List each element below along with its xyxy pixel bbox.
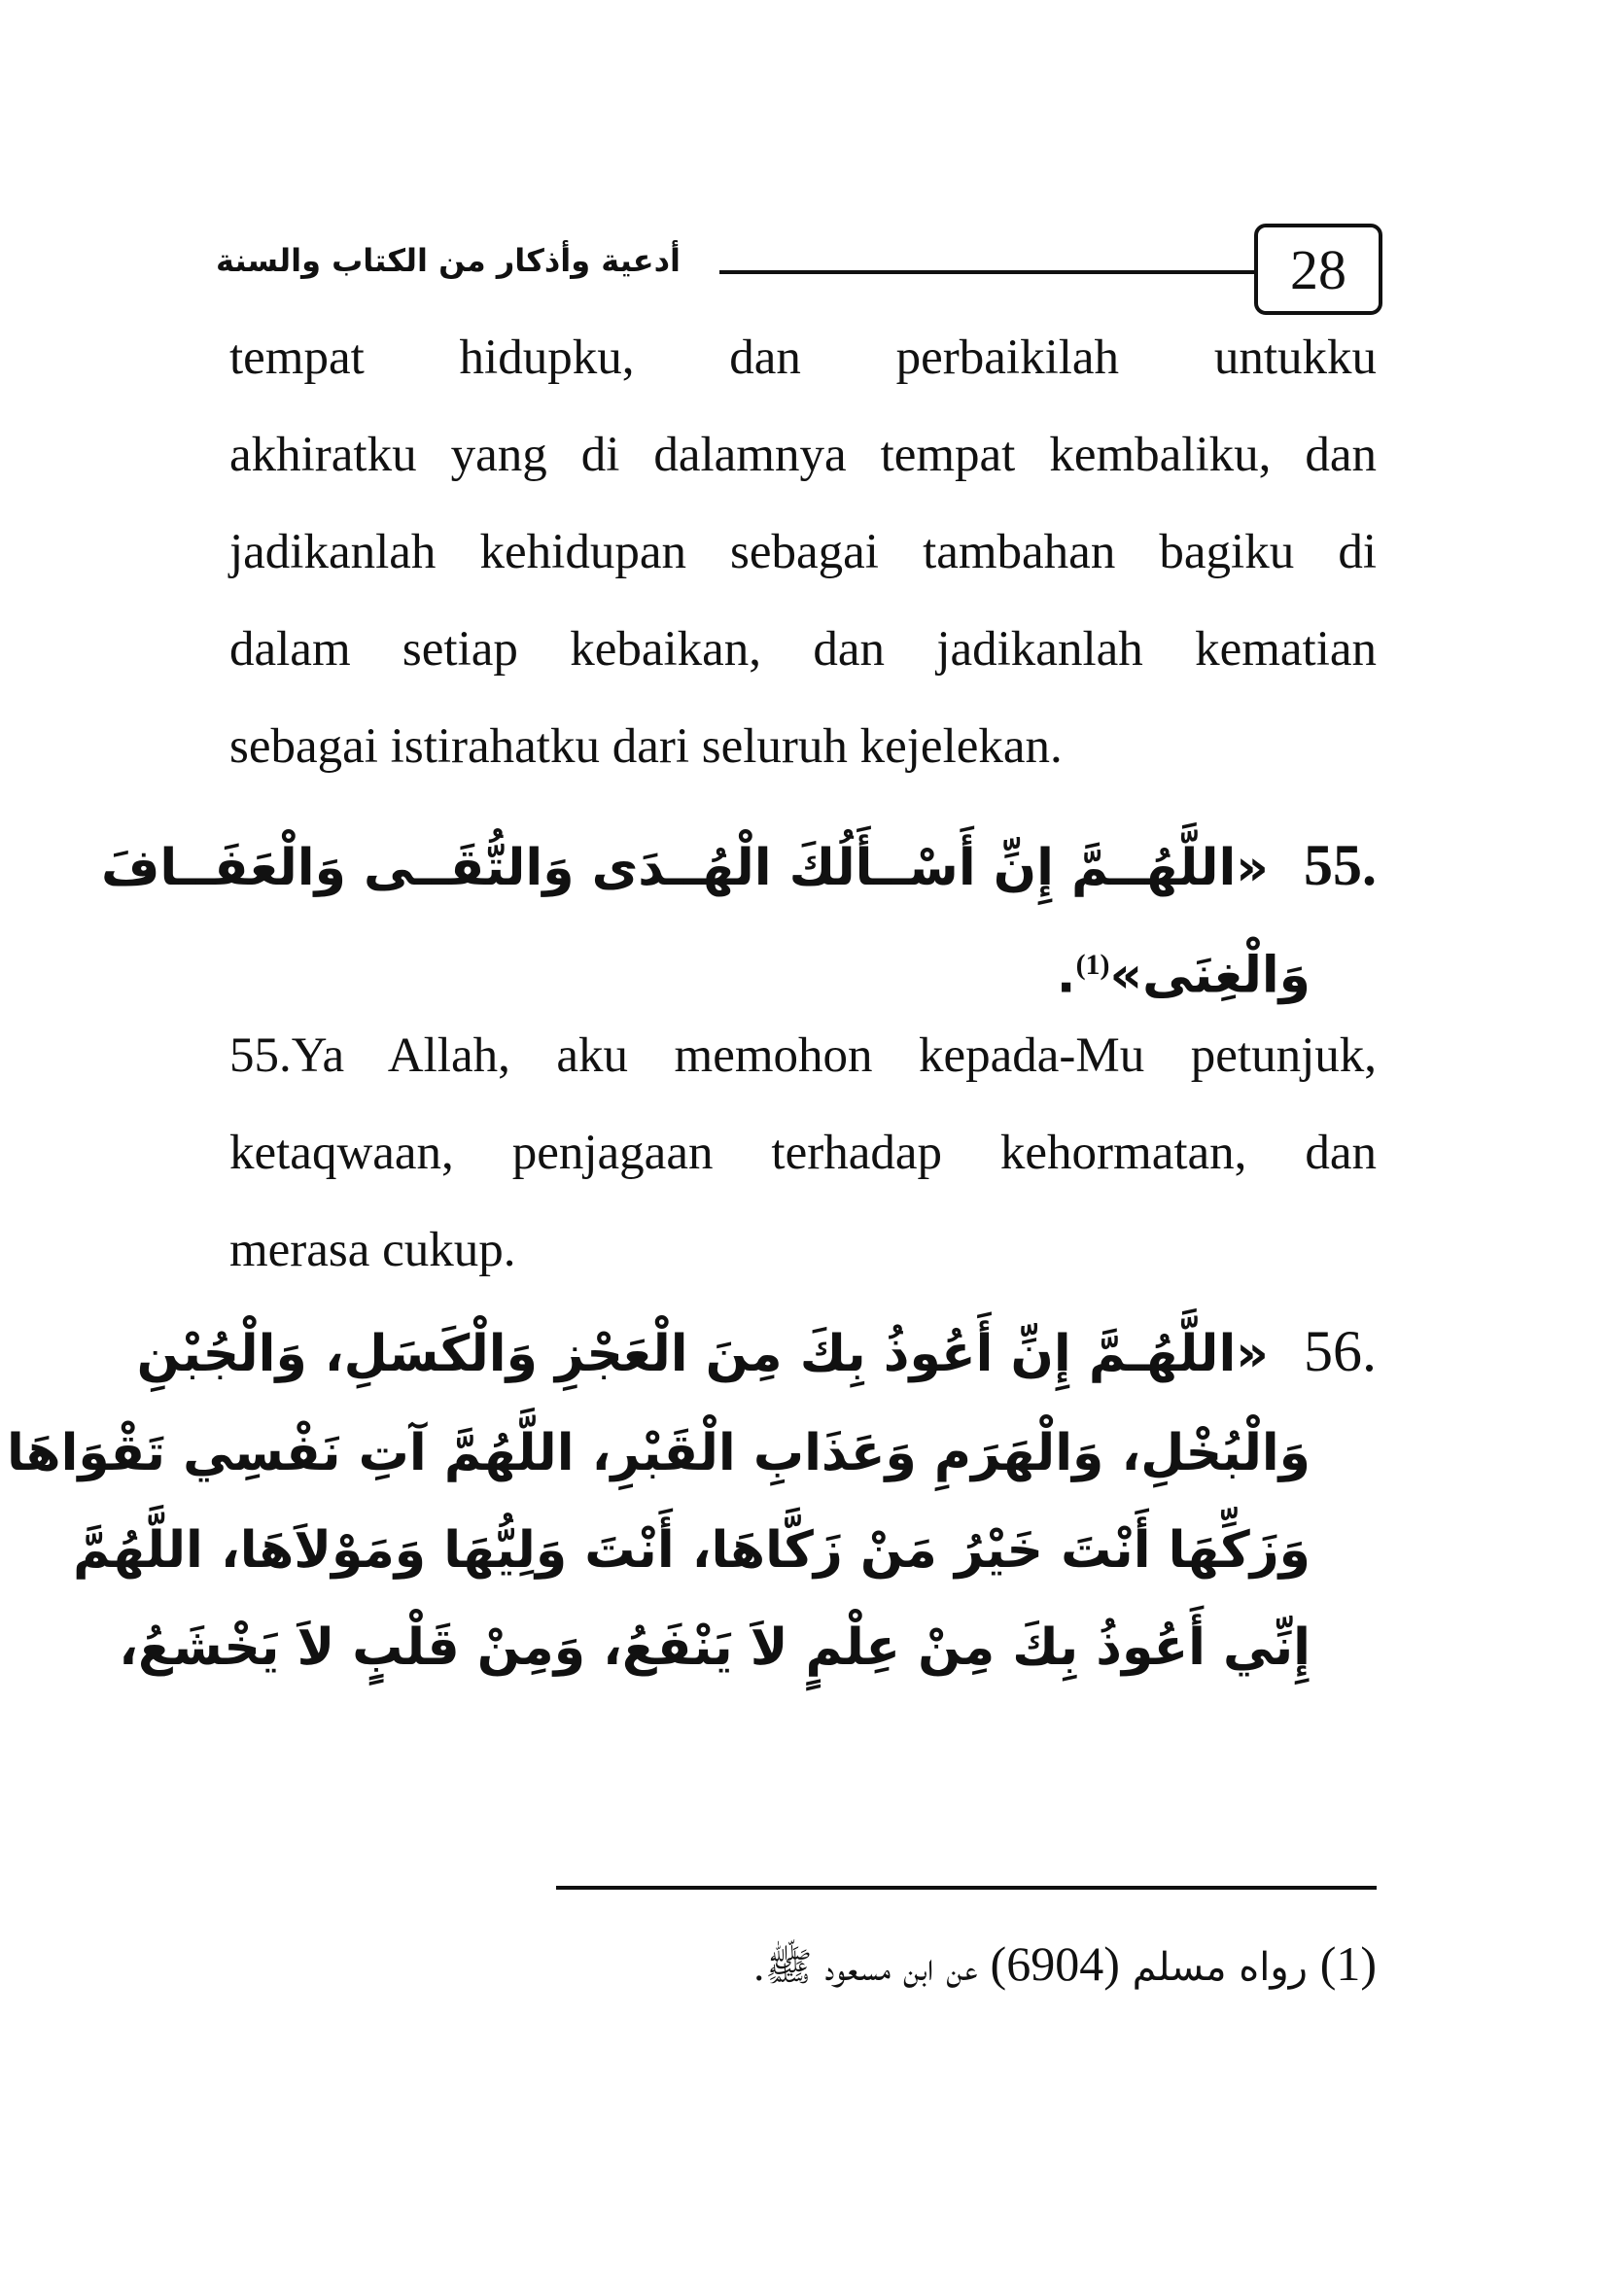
dua-55-line-end: . — [1056, 946, 1076, 1005]
footnote-hadith-number: (6904) — [990, 1936, 1120, 1991]
footnote-reference: (1) — [1075, 949, 1110, 981]
intro-paragraph — [229, 309, 1377, 795]
intro-line: sebagai istirahatku dari seluruh kejelekan. — [229, 719, 1063, 774]
footnote-text: رواه مسلم — [1132, 1945, 1308, 1990]
intro-line: jadikanlah kehidupan sebagai tambahan bagiku di — [229, 525, 1377, 579]
dua-56-number: 56. — [1304, 1319, 1377, 1383]
dua-56-arabic-line: وَالْبُخْلِ، وَالْهَرَمِ وَعَذَابِ الْقَبْرِ، اللَّهُمَّ آتِ نَفْسِي تَقْوَاهَا — [7, 1424, 1311, 1482]
dua-55-arabic-text: «اللَّهُــمَّ إِنِّ أَسْــأَلُكَ الْهُــدَى وَالتُّقَــى وَالْعَفَــافَ — [101, 839, 1269, 897]
page-number: 28 — [1254, 224, 1382, 315]
intro-line: akhiratku yang di dalamnya tempat kembaliku, dan — [229, 428, 1377, 482]
dua-56-arabic-text: «اللَّهُـمَّ إِنِّ أَعُوذُ بِكَ مِنَ الْعَجْزِ وَالْكَسَلِ، وَالْجُبْنِ — [136, 1325, 1269, 1383]
footnote-source: عن ابن مسعود ﷺ. — [752, 1945, 978, 1990]
footnote-marker: (1) — [1319, 1936, 1377, 1991]
dua-55-number: 55. — [1304, 833, 1377, 897]
translation-line: ketaqwaan, penjagaan terhadap kehormatan, dan — [229, 1126, 1377, 1180]
dua-56-arabic-line: إِنِّي أَعُوذُ بِكَ مِنْ عِلْمٍ لاَ يَنْفَعُ، وَمِنْ قَلْبٍ لاَ يَخْشَعُ، — [119, 1618, 1311, 1677]
footnote — [229, 1934, 1377, 1997]
book-title: أدعية وأذكار من الكتاب والسنة — [216, 242, 681, 279]
footnote-rule — [556, 1886, 1377, 1890]
translation-line: 55.Ya Allah, aku memohon kepada-Mu petunjuk, — [229, 1028, 1377, 1083]
dua-55-arabic-line — [101, 815, 1377, 919]
translation-line: merasa cukup. — [229, 1223, 516, 1277]
dua-55-arabic-text: وَالْغِنَى» — [1109, 946, 1311, 1005]
dua-56-arabic-line: وَزَكِّهَا أَنْتَ خَيْرُ مَنْ زَكَّاهَا، أَنْتَ وَلِيُّهَا وَمَوْلاَهَا، اللَّهُمَّ — [73, 1521, 1311, 1580]
intro-line: dalam setiap kebaikan, dan jadikanlah kematian — [229, 622, 1377, 677]
dua-56-arabic — [7, 1301, 1377, 1696]
header-rule — [719, 270, 1254, 274]
dua-56-arabic-line — [136, 1301, 1377, 1405]
dua-55-arabic — [101, 815, 1377, 1022]
dua-55-translation — [229, 1007, 1377, 1299]
intro-line: tempat hidupku, dan perbaikilah untukku — [229, 330, 1377, 385]
